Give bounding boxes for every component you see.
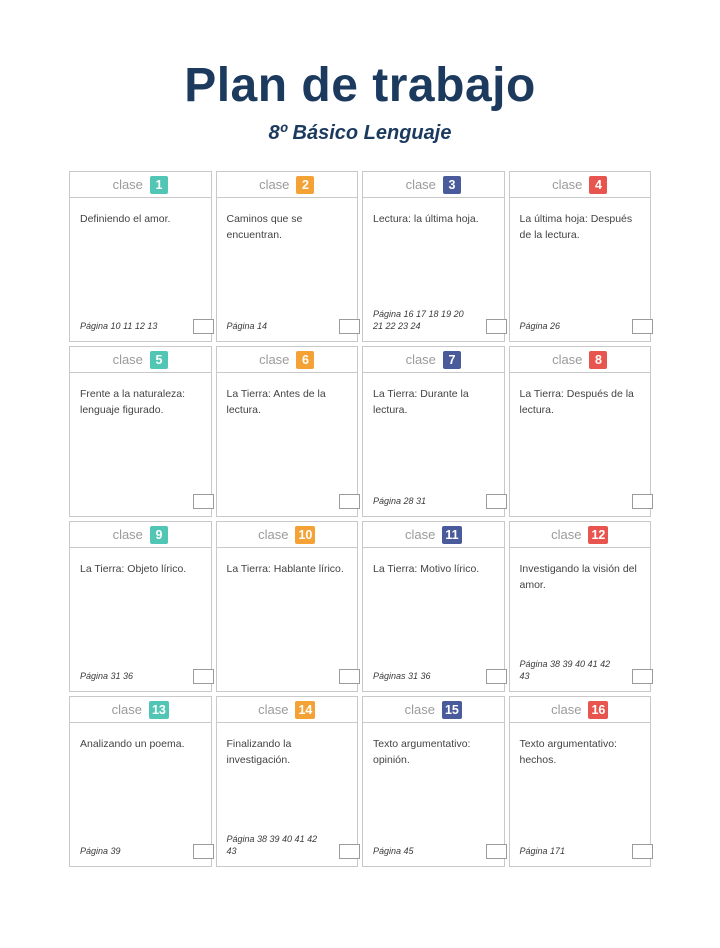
completion-checkbox[interactable] bbox=[632, 494, 653, 509]
clase-card bbox=[362, 346, 505, 517]
clase-card bbox=[69, 521, 212, 692]
clase-label: clase bbox=[552, 352, 583, 367]
clase-pages: Página 16 17 18 19 20 21 22 23 24 bbox=[373, 308, 464, 331]
clase-card-header bbox=[510, 347, 651, 373]
clase-label: clase bbox=[405, 352, 436, 367]
completion-checkbox[interactable] bbox=[339, 844, 360, 859]
clase-pages: Página 26 bbox=[519, 320, 561, 331]
clase-number-badge: 6 bbox=[296, 351, 314, 369]
clase-card bbox=[362, 521, 505, 692]
clase-number-badge: 5 bbox=[150, 351, 168, 369]
completion-checkbox[interactable] bbox=[486, 669, 507, 684]
completion-checkbox[interactable] bbox=[193, 494, 214, 509]
clase-card-header bbox=[70, 347, 211, 373]
clase-description: La Tierra: Después de la lectura. bbox=[519, 388, 634, 416]
clase-label: clase bbox=[404, 702, 435, 717]
clase-pages: Página 28 31 bbox=[373, 495, 427, 506]
clase-number-badge: 16 bbox=[588, 701, 608, 719]
clase-card bbox=[216, 696, 359, 867]
completion-checkbox[interactable] bbox=[339, 494, 360, 509]
clase-card bbox=[362, 696, 505, 867]
clase-pages: Página 171 bbox=[519, 845, 566, 856]
clase-description: La Tierra: Durante la lectura. bbox=[373, 388, 469, 416]
clase-number-badge: 12 bbox=[588, 526, 608, 544]
clase-card-header bbox=[510, 522, 651, 548]
completion-checkbox[interactable] bbox=[193, 319, 214, 334]
clase-number-badge: 15 bbox=[442, 701, 462, 719]
completion-checkbox[interactable] bbox=[632, 319, 653, 334]
clase-card-header bbox=[70, 697, 211, 723]
clase-card bbox=[509, 696, 652, 867]
clase-label: clase bbox=[258, 702, 289, 717]
clase-label: clase bbox=[111, 702, 142, 717]
clase-card-header bbox=[363, 522, 504, 548]
clase-pages: Página 31 36 bbox=[80, 670, 134, 681]
clase-label: clase bbox=[259, 352, 290, 367]
clase-card bbox=[69, 346, 212, 517]
clase-card-header bbox=[217, 172, 358, 198]
clase-card bbox=[509, 521, 652, 692]
clase-card-header bbox=[70, 522, 211, 548]
clase-label: clase bbox=[112, 527, 143, 542]
clase-number-badge: 4 bbox=[589, 176, 607, 194]
clase-description: Texto argumentativo: hechos. bbox=[519, 738, 617, 766]
clase-card-header bbox=[363, 172, 504, 198]
clase-card-header bbox=[217, 697, 358, 723]
clase-description: Texto argumentativo: opinión. bbox=[373, 738, 471, 766]
clase-pages: Página 14 bbox=[226, 320, 268, 331]
clase-card-header bbox=[217, 522, 358, 548]
page-subtitle: 8º Básico Lenguaje bbox=[268, 122, 452, 144]
completion-checkbox[interactable] bbox=[632, 844, 653, 859]
completion-checkbox[interactable] bbox=[339, 319, 360, 334]
clase-pages: Página 45 bbox=[373, 845, 414, 856]
clase-label: clase bbox=[405, 177, 436, 192]
clase-pages: Página 10 11 12 13 bbox=[80, 320, 158, 331]
clase-label: clase bbox=[112, 177, 143, 192]
clase-number-badge: 14 bbox=[295, 701, 315, 719]
clase-card-header bbox=[70, 172, 211, 198]
clase-description: La Tierra: Objeto lírico. bbox=[80, 563, 187, 575]
completion-checkbox[interactable] bbox=[486, 844, 507, 859]
completion-checkbox[interactable] bbox=[486, 494, 507, 509]
clase-label: clase bbox=[112, 352, 143, 367]
clase-description: Caminos que se encuentran. bbox=[226, 213, 303, 241]
clase-description: Investigando la visión del amor. bbox=[519, 563, 637, 591]
clase-card-header bbox=[510, 697, 651, 723]
completion-checkbox[interactable] bbox=[193, 844, 214, 859]
clase-card bbox=[216, 346, 359, 517]
clase-label: clase bbox=[551, 702, 582, 717]
clase-label: clase bbox=[258, 527, 289, 542]
clase-card-header bbox=[217, 347, 358, 373]
clase-pages: Página 38 39 40 41 42 43 bbox=[519, 658, 611, 681]
clase-description: Frente a la naturaleza: lenguaje figurado. bbox=[80, 388, 186, 416]
clase-number-badge: 2 bbox=[296, 176, 314, 194]
clase-card bbox=[216, 171, 359, 342]
clase-description: Finalizando la investigación. bbox=[226, 738, 292, 766]
clase-description: Definiendo el amor. bbox=[80, 213, 171, 225]
clase-number-badge: 3 bbox=[443, 176, 461, 194]
clase-number-badge: 8 bbox=[589, 351, 607, 369]
clase-description: La Tierra: Motivo lírico. bbox=[373, 563, 480, 575]
clase-card bbox=[69, 171, 212, 342]
clase-label: clase bbox=[259, 177, 290, 192]
clase-card-header bbox=[363, 697, 504, 723]
clase-card bbox=[509, 346, 652, 517]
clase-description: Lectura: la última hoja. bbox=[373, 213, 479, 225]
clase-card bbox=[362, 171, 505, 342]
completion-checkbox[interactable] bbox=[486, 319, 507, 334]
clase-number-badge: 9 bbox=[150, 526, 168, 544]
clase-pages: Página 38 39 40 41 42 43 bbox=[226, 833, 318, 856]
clase-card bbox=[509, 171, 652, 342]
clase-description: La Tierra: Hablante lírico. bbox=[226, 563, 344, 575]
plan-grid bbox=[69, 171, 651, 867]
clase-number-badge: 1 bbox=[150, 176, 168, 194]
clase-number-badge: 7 bbox=[443, 351, 461, 369]
clase-label: clase bbox=[404, 527, 436, 542]
clase-number-badge: 10 bbox=[295, 526, 315, 544]
clase-card bbox=[216, 521, 359, 692]
completion-checkbox[interactable] bbox=[193, 669, 214, 684]
clase-pages: Página 39 bbox=[80, 845, 121, 856]
completion-checkbox[interactable] bbox=[339, 669, 360, 684]
clase-description: Analizando un poema. bbox=[80, 738, 185, 750]
clase-label: clase bbox=[552, 177, 583, 192]
clase-description: La Tierra: Antes de la lectura. bbox=[226, 388, 326, 416]
page-title: Plan de trabajo bbox=[184, 59, 536, 112]
completion-checkbox[interactable] bbox=[632, 669, 653, 684]
clase-number-badge: 11 bbox=[442, 526, 461, 544]
clase-description: La última hoja: Después de la lectura. bbox=[519, 213, 633, 241]
clase-card bbox=[69, 696, 212, 867]
clase-card-header bbox=[363, 347, 504, 373]
clase-pages: Páginas 31 36 bbox=[373, 670, 431, 681]
clase-label: clase bbox=[551, 527, 582, 542]
clase-card-header bbox=[510, 172, 651, 198]
clase-number-badge: 13 bbox=[149, 701, 169, 719]
